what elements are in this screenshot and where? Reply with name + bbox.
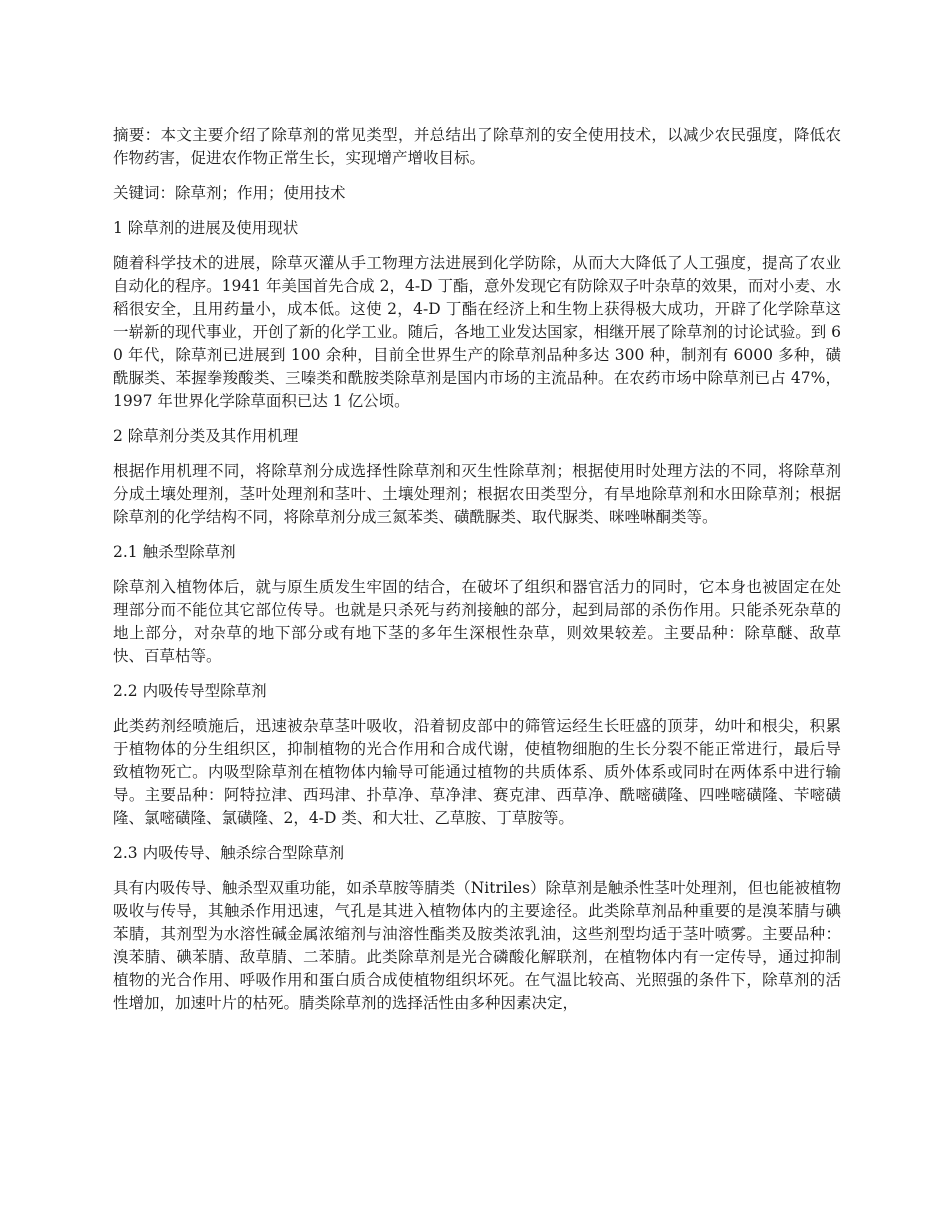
document-page [113, 124, 841, 1027]
section-heading: 2.3 内吸传导、触杀综合型除草剂 [113, 844, 345, 862]
section-body: 根据作用机理不同，将除草剂分成选择性除草剂和灭生性除草剂；根据使用时处理方法的不同，将除草剂分成土壤处理剂，茎叶处理剂和茎叶、土壤处理剂；根据农田类型分，有旱地除草剂和水田除草剂；根据除草剂的化学结构不同，将除草剂分成三氮苯类、磺酰脲类、取代脲类、咪唑啉酮类等。 [113, 462, 841, 526]
keywords-paragraph: 关键词：除草剂；作用；使用技术 [113, 184, 346, 202]
section-heading: 2.1 触杀型除草剂 [113, 543, 236, 561]
section-body: 此类药剂经喷施后，迅速被杂草茎叶吸收，沿着韧皮部中的筛管运经生长旺盛的顶芽，幼叶和根尖，积累于植物体的分生组织区，抑制植物的光合作用和合成代谢，使植物细胞的生长分裂不能正常进行，最后导致植物死亡。内吸型除草剂在植物体内输导可能通过植物的共质体系、质外体系或同时在两体系中进行输导。主要品种：阿特拉津、西玛津、扑草净、草净津、赛克津、西草净、酰嘧磺隆、四唑嘧磺隆、苄嘧磺隆、氯嘧磺隆、氯磺隆、2，4-D 类、和大壮、乙草胺、丁草胺等。 [113, 717, 841, 827]
abstract-paragraph: 摘要：本文主要介绍了除草剂的常见类型，并总结出了除草剂的安全使用技术，以减少农民强度，降低农作物药害，促进农作物正常生长，实现增产增收目标。 [113, 126, 841, 167]
section-heading: 2 除草剂分类及其作用机理 [113, 427, 299, 445]
section-body: 除草剂入植物体后，就与原生质发生牢固的结合，在破坏了组织和器官活力的同时，它本身也被固定在处理部分而不能位其它部位传导。也就是只杀死与药剂接触的部分，起到局部的杀伤作用。只能杀死杂草的地上部分，对杂草的地下部分或有地下茎的多年生深根性杂草，则效果较差。主要品种：除草醚、敌草快、百草枯等。 [113, 578, 841, 665]
section-body: 随着科学技术的进展，除草灭灌从手工物理方法进展到化学防除，从而大大降低了人工强度，提高了农业自动化的程序。1941 年美国首先合成 2，4-D 丁酯，意外发现它有防除双子叶杂草的效果，而对小麦、水稻很安全，且用药量小，成本低。这使 2，4-D 丁酯在经济上和生物上获得极大成功，开辟了化学除草这一崭新的现代事业，开创了新的化学工业。随后，各地工业发达国家，相继开展了除草剂的讨论试验。到 60 年代，除草剂已进展到 100 余种，目前全世界生产的除草剂品种多达 300 种，制剂有 6000 多种，磺酰脲类、苯握拳羧酸类、三嗪类和酰胺类除草剂是国内市场的主流品种。在农药市场中除草剂已占 47%，1997 年世界化学除草面积已达 1 亿公顷。 [113, 254, 841, 410]
section-heading: 1 除草剂的进展及使用现状 [113, 219, 299, 237]
section-body: 具有内吸传导、触杀型双重功能，如杀草胺等腈类（Nitriles）除草剂是触杀性茎叶处理剂，但也能被植物吸收与传导，其触杀作用迅速，气孔是其进入植物体内的主要途径。此类除草剂品种重要的是溴苯腈与碘苯腈，其剂型为水溶性碱金属浓缩剂与油溶性酯类及胺类浓乳油，这些剂型均适于茎叶喷雾。主要品种：溴苯腈、碘苯腈、敌草腈、二苯腈。此类除草剂是光合磷酸化解联剂，在植物体内有一定传导，通过抑制植物的光合作用、呼吸作用和蛋白质合成使植物组织坏死。在气温比较高、光照强的条件下，除草剂的活性增加，加速叶片的枯死。腈类除草剂的选择活性由多种因素决定， [113, 879, 841, 1012]
section-heading: 2.2 内吸传导型除草剂 [113, 682, 267, 700]
